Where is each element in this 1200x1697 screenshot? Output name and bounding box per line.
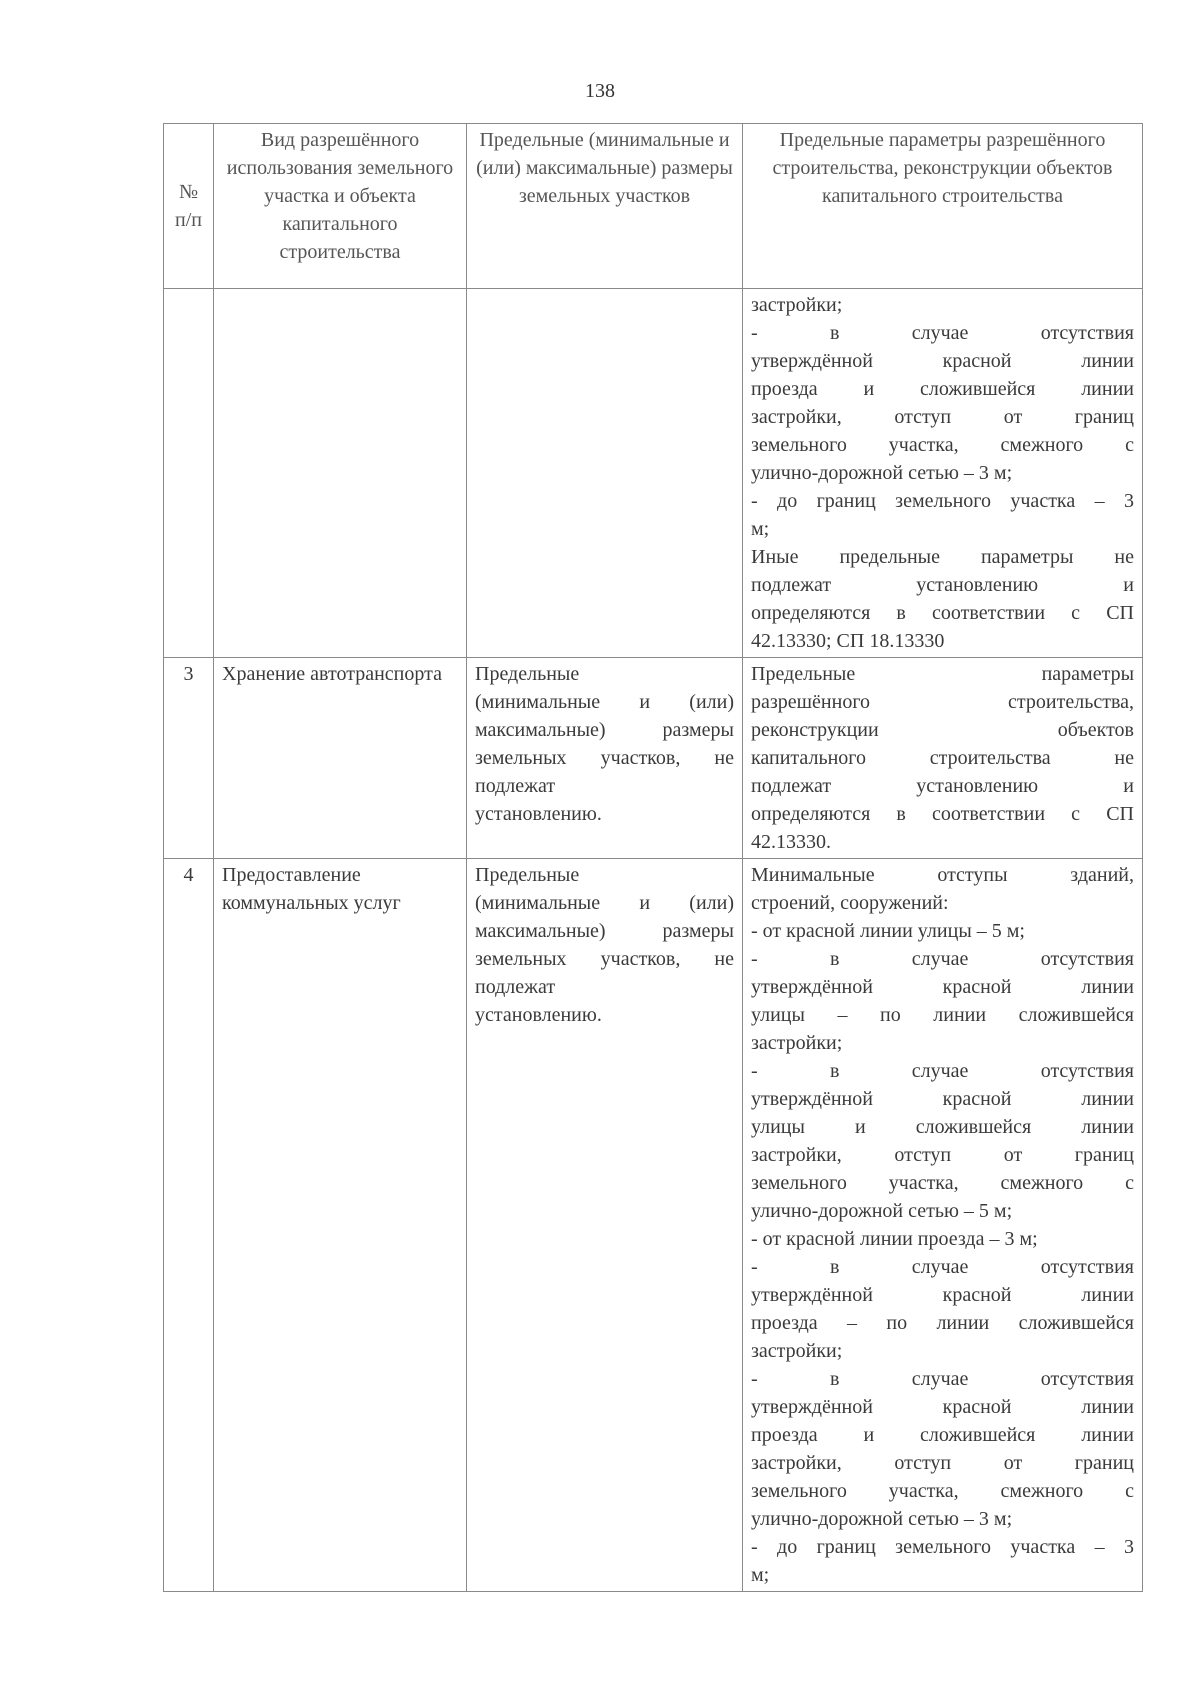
header-params: Предельные параметры разрешённого строительства, реконструкции объектов капитального строительства [743, 124, 1143, 289]
cell-size [467, 859, 743, 1592]
params-line: улицы – по линии сложившейся [751, 1004, 1134, 1026]
cell-size [467, 658, 743, 859]
cell-params [743, 658, 1143, 859]
table-row-continuation [164, 289, 1143, 658]
params-line: - в случае отсутствия [751, 1256, 1134, 1278]
size-line: Предельные [475, 864, 580, 886]
table-row [164, 859, 1143, 1592]
cell-num: 4 [164, 859, 214, 1592]
params-line: проезда и сложившейся линии [751, 1424, 1134, 1446]
params-line: утверждённой красной линии [751, 1396, 1134, 1418]
header-num: № п/п [164, 124, 214, 289]
cell-params [743, 859, 1143, 1592]
params-line: капитального строительства не [751, 747, 1134, 769]
params-line: подлежат установлению и [751, 775, 1134, 797]
params-line: м; [751, 518, 770, 540]
params-line: проезда – по линии сложившейся [751, 1312, 1134, 1334]
cell-num: 3 [164, 658, 214, 859]
cell-params [743, 289, 1143, 658]
size-line: земельных участков, не [475, 948, 734, 970]
params-line: улично-дорожной сетью – 3 м; [751, 1508, 1013, 1530]
size-line: подлежат [475, 976, 556, 998]
cell-num [164, 289, 214, 658]
params-line: застройки, отступ от границ [751, 1144, 1134, 1166]
params-line: утверждённой красной линии [751, 350, 1134, 372]
cell-use [214, 289, 467, 658]
cell-use: Хранение автотранспорта [214, 658, 467, 859]
params-line: - в случае отсутствия [751, 1368, 1134, 1390]
params-line: Минимальные отступы зданий, [751, 864, 1134, 886]
params-line: - от красной линии улицы – 5 м; [751, 920, 1025, 942]
params-line: - до границ земельного участка – 3 [751, 490, 1134, 512]
regulations-table [163, 123, 1143, 1592]
params-line: застройки; [751, 1032, 843, 1054]
params-line: Иные предельные параметры не [751, 546, 1134, 568]
params-line: - до границ земельного участка – 3 [751, 1536, 1134, 1558]
header-use: Вид разрешённого использования земельного участка и объекта капитального строительства [214, 124, 467, 289]
size-line: Предельные [475, 663, 580, 685]
table-header-row [164, 124, 1143, 289]
size-line: установлению. [475, 1004, 602, 1026]
params-line: улично-дорожной сетью – 5 м; [751, 1200, 1013, 1222]
params-line: утверждённой красной линии [751, 976, 1134, 998]
size-line: максимальные) размеры [475, 920, 734, 942]
params-line: м; [751, 1564, 770, 1586]
params-line: проезда и сложившейся линии [751, 378, 1134, 400]
size-line: максимальные) размеры [475, 719, 734, 741]
params-line: застройки; [751, 1340, 843, 1362]
params-line: реконструкции объектов [751, 719, 1134, 741]
header-size: Предельные (минимальные и (или) максимальные) размеры земельных участков [467, 124, 743, 289]
params-line: - от красной линии проезда – 3 м; [751, 1228, 1038, 1250]
params-line: улично-дорожной сетью – 3 м; [751, 462, 1013, 484]
params-line: земельного участка, смежного с [751, 434, 1134, 456]
params-line: 42.13330. [751, 831, 831, 853]
table-row [164, 658, 1143, 859]
size-line: установлению. [475, 803, 602, 825]
params-line: определяются в соответствии с СП [751, 602, 1134, 624]
params-line: - в случае отсутствия [751, 948, 1134, 970]
params-line: застройки, отступ от границ [751, 406, 1134, 428]
size-line: (минимальные и (или) [475, 892, 734, 914]
params-line: строений, сооружений: [751, 892, 949, 914]
size-line: подлежат [475, 775, 556, 797]
params-line: - в случае отсутствия [751, 1060, 1134, 1082]
page-number: 138 [585, 80, 615, 102]
params-line: определяются в соответствии с СП [751, 803, 1134, 825]
params-line: улицы и сложившейся линии [751, 1116, 1134, 1138]
params-line: земельного участка, смежного с [751, 1480, 1134, 1502]
params-line: утверждённой красной линии [751, 1284, 1134, 1306]
params-line: застройки; [751, 294, 843, 316]
params-line: подлежат установлению и [751, 574, 1134, 596]
params-line: утверждённой красной линии [751, 1088, 1134, 1110]
params-line: 42.13330; СП 18.13330 [751, 630, 945, 652]
cell-size [467, 289, 743, 658]
size-line: (минимальные и (или) [475, 691, 734, 713]
params-line: разрешённого строительства, [751, 691, 1134, 713]
params-line: Предельные параметры [751, 663, 1134, 685]
params-line: земельного участка, смежного с [751, 1172, 1134, 1194]
params-line: застройки, отступ от границ [751, 1452, 1134, 1474]
cell-use: Предоставление коммунальных услуг [214, 859, 467, 1592]
size-line: земельных участков, не [475, 747, 734, 769]
params-line: - в случае отсутствия [751, 322, 1134, 344]
